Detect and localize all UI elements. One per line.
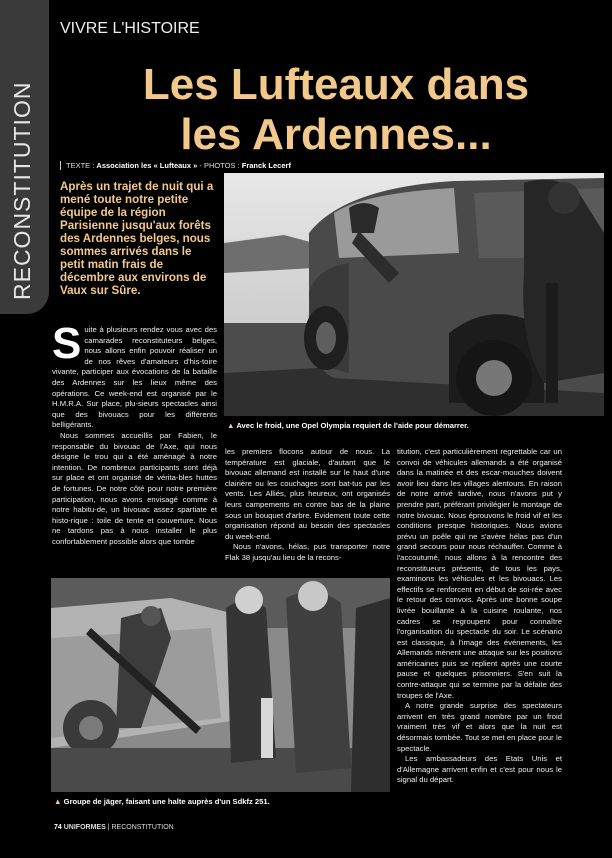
photo-jager-sdkfz-251 [51, 578, 390, 792]
magazine-name: UNIFORMES [63, 824, 106, 831]
credits-texte-label: TEXTE : [66, 161, 97, 170]
col2-paragraph-1: les premiers flocons autour de nous. La température est glaciale, d'autant que le bivouac allemand est installé sur le haut d'une clairière ou les couchages sont bat-tus par les vents. Les Alliés, plus heureux, ont organisés leurs campements en contre bas de la plaine sous un bouquet d'arbre. Evidement toute cette organisation répond au besoin des spectacles du week-end. [225, 447, 390, 541]
caption-triangle-icon: ▲ [227, 421, 235, 430]
caption-photo-2 [54, 797, 270, 806]
credits-photos-label: - PHOTOS : [197, 161, 242, 170]
text-column-1 [52, 319, 217, 547]
title-line-2: les Ardennes... [180, 110, 492, 159]
side-label: RECONSTITUTION [9, 81, 35, 300]
caption-triangle-icon: ▲ [54, 797, 62, 806]
section-label: VIVRE L'HISTOIRE [60, 20, 200, 37]
text-column-3 [397, 447, 562, 786]
footer-separator: | [105, 824, 112, 831]
text-column-2 [225, 447, 390, 564]
footer-section: RECONSTITUTION [111, 824, 174, 831]
caption-1-text: Avec le froid, une Opel Olympia requiert de l'aide pour démarrer. [236, 421, 469, 430]
drop-cap: S [52, 319, 82, 368]
lead-paragraph: Après un trajet de nuit qui a mené toute notre petite équipe de la région Parisienne jusqu'aux forêts des Ardennes belges, nous sommes arrivés dans le petit matin frais de décembre aux environs de Vaux sur Sûre. [60, 180, 214, 297]
col1-paragraph-2: Nous sommes accueillis par Fabien, le responsable du bivouac de l'Axe, qui nous désigne le trou qui a été aménagé à notre intention. De nombreux participants sont déjà sur place et ont organisé de vérita-bles huttes de fortunes. De notre côté pour notre première participation, nous avons envisagé comme à notre habitu-de, un bivouac assez spartiate et histo-rique : toile de tente et couverture. Nous ne tardons pas à nous installer le plus confortablement possible alors que tombe [52, 430, 217, 546]
col3-paragraph-3: Les ambassadeurs des Etats Unis et d'Allemagne arrivent enfin et c'est pour nous le signal du départ. [397, 754, 562, 785]
credits-texte-value: Association les « Lufteaux » [96, 161, 198, 170]
page-number: 74 [54, 824, 62, 831]
credits-photos-value: Franck Lecerf [241, 161, 291, 170]
col3-paragraph-2: A notre grande surprise des spectateurs arrivent en très grand nombre par un froid vraiment très vif et alors que la nuit est désormais tombée. Tout se met en place pour le spectacle. [397, 701, 562, 753]
title-line-1: Les Lufteaux dans [142, 60, 530, 109]
col1-paragraph-1: uite à plusieurs rendez vous avec des camarades reconstituteurs belges, nous allons enfin pouvoir réaliser un de nos rêves d'amateurs d'his-toire vivante, participer aux évocations de la bataille des Ardennes sur les lieux même des opérations. Ce week-end est organisé par le H.M.R.A. Sur place, plu-sieurs spectacles ainsi que des bivouacs pour les différents belligérants. [52, 325, 217, 430]
col3-paragraph-1: titution, c'est particulièrement regrettable car un convoi de véhicules allemands a été organisé dans la matinée et des escar-mouches doivent avoir lieu dans les villages alentours. En raison de notre arrivé tardive, nous n'avons put y prendre part, préférant privilégier le montage de notre bivouac. Nous éprouvons le froid vif et les conditions presque historiques. Nous avions prévu un poêle qui ne s'avère hélas pas d'un grand secours pour nous réchauffer. Comme à l'accoutumé, nous allons à la rencontre des reconstitueurs présents, de tous les pays, examinons les véhicules et les bivouacs. Les effectifs se renforcent en début de soi-rée avec le retour des convois. Après une bonne soupe livrée bouillante à la cuisine roulante, nos cadres se regroupent pour connaître l'organisation du spectacle du soir. Le scénario est classique, à l'image des événements, les Allemands mènent une attaque sur les positions américaines puis se replient après une courte pause et quelques prisonniers. S'en suit la contre-attaque qui se termine par la défaite des troupes de l'Axe. [397, 447, 562, 700]
caption-2-text: Groupe de jäger, faisant une halte auprès d'un Sdkfz 251. [63, 797, 270, 806]
page-footer [54, 824, 174, 831]
col2-paragraph-2: Nous n'avons, hélas, pus transporter notre Flak 38 jusqu'au lieu de la recons- [225, 542, 390, 562]
credits [60, 161, 291, 170]
caption-photo-1 [227, 421, 469, 430]
photo-opel-olympia [224, 173, 604, 416]
article-title [60, 60, 612, 160]
